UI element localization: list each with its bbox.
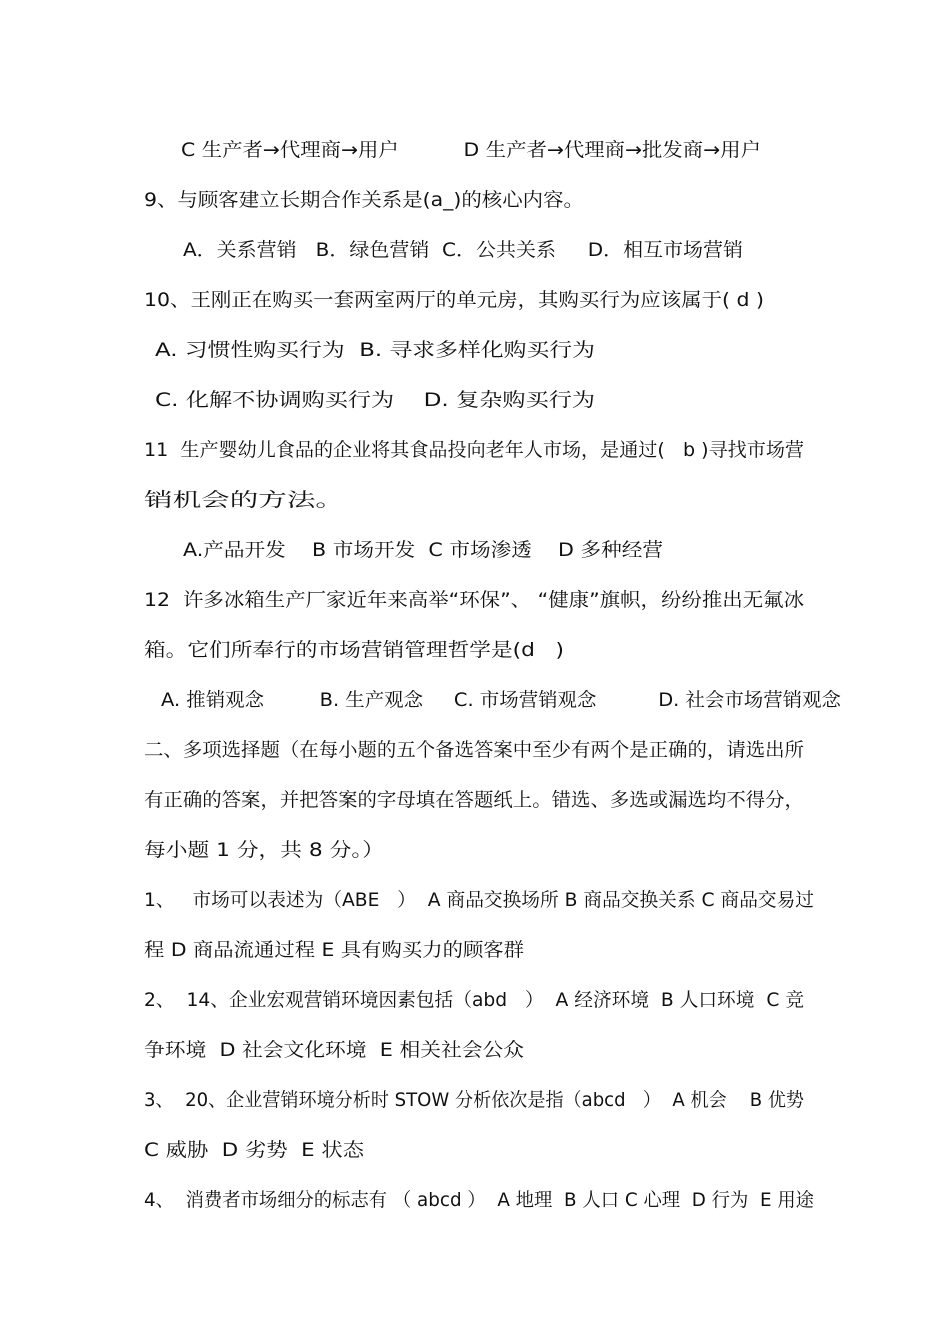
- question-11-line-2: 销机会的方法。: [144, 489, 345, 511]
- question-12-line-2: 箱。它们所奉行的市场营销管理哲学是(d ): [144, 639, 565, 661]
- section-2-heading-line-3: 每小题 1 分，共 8 分。）: [144, 839, 384, 861]
- section-2-heading-line-1: 二、多项选择题（在每小题的五个备选答案中至少有两个是正确的，请选出所: [144, 739, 804, 761]
- mc-question-3-line-1: 3、 20、企业营销环境分析时 STOW 分析依次是指（abcd ） A 机会 B 优势: [144, 1089, 805, 1111]
- mc-question-3-line-2: C 威胁 D 劣势 E 状态: [144, 1139, 365, 1161]
- mc-question-2-line-2: 争环境 D 社会文化环境 E 相关社会公众: [144, 1039, 524, 1061]
- options-line-8cd: C 生产者→代理商→用户 D 生产者→代理商→批发商→用户: [181, 139, 761, 161]
- question-11-line-1: 11 生产婴幼儿食品的企业将其食品投向老年人市场，是通过( b )寻找市场营: [144, 439, 805, 461]
- mc-question-1-line-2: 程 D 商品流通过程 E 具有购买力的顾客群: [144, 939, 524, 961]
- options-line-10cd: C. 化解不协调购买行为 D. 复杂购买行为: [155, 389, 596, 411]
- question-10: 10、王刚正在购买一套两室两厅的单元房，其购买行为应该属于( d ): [144, 289, 765, 311]
- section-2-heading-line-2: 有正确的答案，并把答案的字母填在答题纸上。错选、多选或漏选均不得分，: [144, 789, 804, 811]
- mc-question-4: 4、 消费者市场细分的标志有 （ abcd ） A 地理 B 人口 C 心理 D 行为 E 用途: [144, 1189, 814, 1211]
- options-line-9: A．关系营销 B．绿色营销 C．公共关系 D．相互市场营销: [183, 239, 744, 261]
- question-12-line-1: 12 许多冰箱生产厂家近年来高举“环保”、 “健康”旗帜，纷纷推出无氟冰: [144, 589, 805, 611]
- options-line-12: A. 推销观念 B. 生产观念 C. 市场营销观念 D. 社会市场营销观念: [161, 689, 841, 711]
- options-line-10ab: A. 习惯性购买行为 B. 寻求多样化购买行为: [155, 339, 596, 361]
- mc-question-1-line-1: 1、 市场可以表述为（ABE ） A 商品交换场所 B 商品交换关系 C 商品交易过: [144, 889, 814, 911]
- question-9: 9、与顾客建立长期合作关系是(a_)的核心内容。: [144, 189, 584, 211]
- options-line-11: A.产品开发 B 市场开发 C 市场渗透 D 多种经营: [183, 539, 664, 561]
- mc-question-2-line-1: 2、 14、企业宏观营销环境因素包括（abd ） A 经济环境 B 人口环境 C 竞: [144, 989, 805, 1011]
